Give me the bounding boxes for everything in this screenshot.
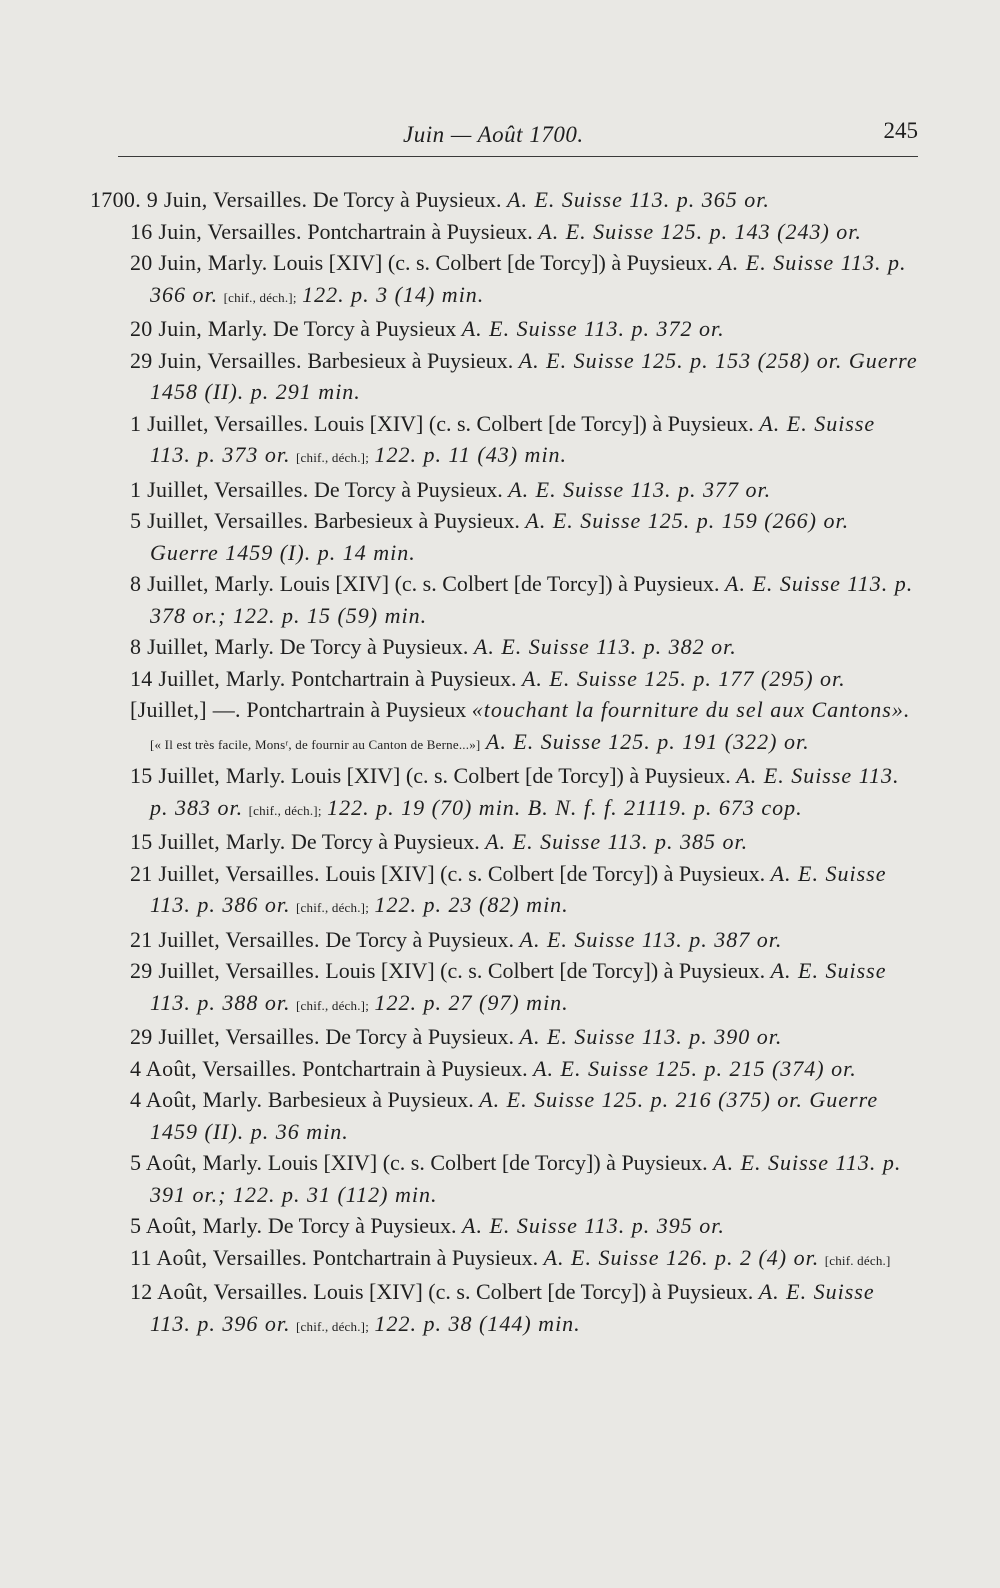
- entry-date: 21 Juillet, Versailles.: [130, 926, 320, 952]
- entry-reference: A. E. Suisse 113. p. 372 or.: [461, 316, 725, 341]
- entry-text: Pontchartrain à Puysieux: [246, 697, 467, 722]
- entry-reference: A. E. Suisse 125. p. 216 (375) or. Guerre 1459 (II). p. 36 min.: [150, 1087, 879, 1144]
- entry-reference-secondary: 122. p. 3 (14) min.: [302, 281, 485, 307]
- list-item: [130, 955, 920, 1021]
- entry-reference: A. E. Suisse 113. p. 396 or.: [150, 1279, 875, 1336]
- entry-text: De Torcy à Puysieux.: [279, 634, 469, 659]
- entry-date: 11 Août, Versailles.: [130, 1244, 308, 1270]
- entry-date: 29 Juillet, Versailles.: [130, 1024, 320, 1049]
- entry-date: 8 Juillet, Marly.: [130, 634, 275, 659]
- entry-date: 15 Juillet, Marly.: [130, 763, 286, 788]
- entry-reference: A. E. Suisse 113. p. 382 or.: [473, 634, 737, 659]
- entry-reference: A. E. Suisse 125. p. 159 (266) or. Guerre 1459 (I). p. 14 min.: [150, 508, 850, 565]
- entry-text: Louis [XIV] (c. s. Colbert [de Torcy]) à Puysieux.: [314, 410, 754, 436]
- entry-reference: A. E. Suisse 113. p. 388 or.: [150, 958, 887, 1015]
- entry-date: 12 Août, Versailles.: [130, 1279, 308, 1304]
- entry-reference: A. E. Suisse 126. p. 2 (4) or.: [543, 1244, 820, 1270]
- entry-text: Louis [XIV] (c. s. Colbert [de Torcy]) à Puysieux.: [313, 1279, 754, 1304]
- entry-text: De Torcy à Puysieux: [273, 316, 457, 341]
- entry-note: [chif., déch.];: [296, 997, 370, 1013]
- entry-date: 15 Juillet, Marly.: [130, 829, 286, 854]
- entry-date: 16 Juin, Versailles.: [130, 218, 302, 244]
- entry-text: De Torcy à Puysieux.: [312, 187, 502, 212]
- entry-reference: A. E. Suisse 113. p. 386 or.: [150, 860, 887, 917]
- entry-text: De Torcy à Puysieux.: [267, 1213, 457, 1238]
- entry-reference: «touchant la fourniture du sel aux Cantons».: [471, 697, 911, 722]
- list-item: [130, 313, 920, 345]
- entry-text: Pontchartrain à Puysieux.: [312, 1244, 539, 1270]
- entry-reference: A. E. Suisse 125. p. 177 (295) or.: [521, 665, 846, 691]
- list-item: [130, 1242, 920, 1277]
- list-item: [130, 694, 920, 760]
- entry-text: Pontchartrain à Puysieux.: [291, 665, 517, 691]
- entry-reference: A. E. Suisse 125. p. 215 (374) or.: [533, 1055, 857, 1081]
- entry-reference: A. E. Suisse 113. p. 387 or.: [519, 926, 783, 952]
- entry-date: 4 Août, Marly.: [130, 1087, 263, 1112]
- list-item: [90, 184, 920, 216]
- entry-text: Louis [XIV] (c. s. Colbert [de Torcy]) à Puysieux.: [291, 763, 731, 788]
- list-item: [130, 408, 920, 474]
- entry-reference: A. E. Suisse 113. p. 395 or.: [462, 1213, 725, 1238]
- entry-reference: A. E. Suisse 125. p. 143 (243) or.: [538, 218, 862, 244]
- entry-note: [chif., déch.];: [296, 1318, 370, 1334]
- entry-date: 1700. 9 Juin, Versailles.: [90, 187, 308, 212]
- entry-text: De Torcy à Puysieux.: [325, 926, 514, 952]
- entry-reference: A. E. Suisse 113. p. 391 or.; 122. p. 31 (112) min.: [150, 1150, 902, 1207]
- entry-reference: A. E. Suisse 113. p. 385 or.: [485, 829, 749, 854]
- entry-text: Louis [XIV] (c. s. Colbert [de Torcy]) à Puysieux.: [279, 571, 720, 596]
- entry-text: Pontchartrain à Puysieux.: [307, 218, 533, 244]
- running-title: Juin — Août 1700.: [403, 122, 584, 147]
- list-item: [130, 1276, 920, 1342]
- page-header: [118, 118, 918, 158]
- list-item: [130, 1210, 920, 1242]
- entry-date: 4 Août, Versailles.: [130, 1055, 297, 1081]
- entry-date: 1 Juillet, Versailles.: [130, 410, 309, 436]
- list-item: [130, 1147, 920, 1210]
- entry-text: Barbesieux à Puysieux.: [267, 1087, 474, 1112]
- list-item: [130, 1053, 920, 1085]
- list-item: [130, 216, 920, 248]
- entry-text: De Torcy à Puysieux.: [314, 476, 503, 502]
- entry-date: 5 Août, Marly.: [130, 1150, 263, 1175]
- entry-reference: A. E. Suisse 125. p. 153 (258) or. Guerre 1458 (II). p. 291 min.: [150, 347, 918, 404]
- entry-date: 5 Août, Marly.: [130, 1213, 263, 1238]
- list-item: [130, 247, 920, 313]
- entry-text: De Torcy à Puysieux.: [325, 1024, 514, 1049]
- list-item: [130, 1021, 920, 1053]
- list-item: [130, 858, 920, 924]
- entry-note: [chif. déch.]: [824, 1252, 891, 1268]
- list-item: [130, 760, 920, 826]
- entry-reference: A. E. Suisse 113. p. 377 or.: [508, 476, 772, 502]
- list-item: [130, 568, 920, 631]
- entry-note: [chif., déch.];: [296, 450, 370, 465]
- entry-reference-secondary: 122. p. 38 (144) min.: [374, 1310, 581, 1336]
- entry-note: [chif., déch.];: [296, 900, 370, 915]
- entry-date: 29 Juin, Versailles.: [130, 347, 302, 373]
- entry-reference: A. E. Suisse 113. p. 378 or.; 122. p. 15 (59) min.: [150, 571, 914, 628]
- entry-note: [chif., déch.];: [223, 289, 297, 305]
- entry-text: Louis [XIV] (c. s. Colbert [de Torcy]) à Puysieux.: [273, 250, 713, 275]
- entry-text: Louis [XIV] (c. s. Colbert [de Torcy]) à Puysieux.: [267, 1150, 708, 1175]
- entry-date: [Juillet,] —.: [130, 697, 241, 722]
- entry-date: 20 Juin, Marly.: [130, 316, 268, 341]
- entry-date: 14 Juillet, Marly.: [130, 665, 286, 691]
- page-number: 245: [883, 118, 918, 143]
- entry-reference: A. E. Suisse 113. p. 366 or.: [150, 250, 907, 307]
- list-item: [130, 826, 920, 858]
- list-item: [130, 631, 920, 663]
- entry-note: [« Il est très facile, Monsʳ, de fournir au Canton de Berne...»]: [150, 736, 481, 752]
- entry-list: [90, 184, 920, 1342]
- entry-text: Louis [XIV] (c. s. Colbert [de Torcy]) à Puysieux.: [325, 958, 766, 983]
- entry-reference-secondary: 122. p. 23 (82) min.: [374, 892, 569, 917]
- entry-date: 29 Juillet, Versailles.: [130, 958, 320, 983]
- entry-text: Pontchartrain à Puysieux.: [302, 1055, 528, 1081]
- entry-reference: A. E. Suisse 113. p. 373 or.: [150, 410, 876, 467]
- list-item: [130, 924, 920, 956]
- entry-date: 1 Juillet, Versailles.: [130, 476, 309, 502]
- list-item: [130, 345, 920, 408]
- list-item: [130, 474, 920, 506]
- entry-date: 5 Juillet, Versailles.: [130, 508, 309, 533]
- entry-reference: A. E. Suisse 113. p. 365 or.: [507, 187, 770, 212]
- entry-date: 20 Juin, Marly.: [130, 250, 268, 275]
- entry-reference-secondary: A. E. Suisse 125. p. 191 (322) or.: [485, 728, 810, 754]
- entry-date: 21 Juillet, Versailles.: [130, 860, 320, 886]
- entry-date: 8 Juillet, Marly.: [130, 571, 275, 596]
- entry-text: De Torcy à Puysieux.: [291, 829, 480, 854]
- entry-reference: A. E. Suisse 113. p. 390 or.: [519, 1024, 783, 1049]
- entry-reference: A. E. Suisse 113. p. 383 or.: [150, 763, 900, 820]
- header-rule: [118, 156, 918, 157]
- list-item: [130, 663, 920, 695]
- entry-reference-secondary: 122. p. 19 (70) min. B. N. f. f. 21119. p. 673 cop.: [327, 794, 803, 820]
- entry-note: [chif., déch.];: [248, 802, 322, 818]
- entry-reference-secondary: 122. p. 27 (97) min.: [374, 989, 569, 1015]
- list-item: [130, 505, 920, 568]
- entry-text: Barbesieux à Puysieux.: [307, 347, 514, 373]
- entry-text: Louis [XIV] (c. s. Colbert [de Torcy]) à Puysieux.: [325, 860, 766, 886]
- entry-reference-secondary: 122. p. 11 (43) min.: [374, 442, 568, 467]
- list-item: [130, 1084, 920, 1147]
- entry-text: Barbesieux à Puysieux.: [314, 508, 520, 533]
